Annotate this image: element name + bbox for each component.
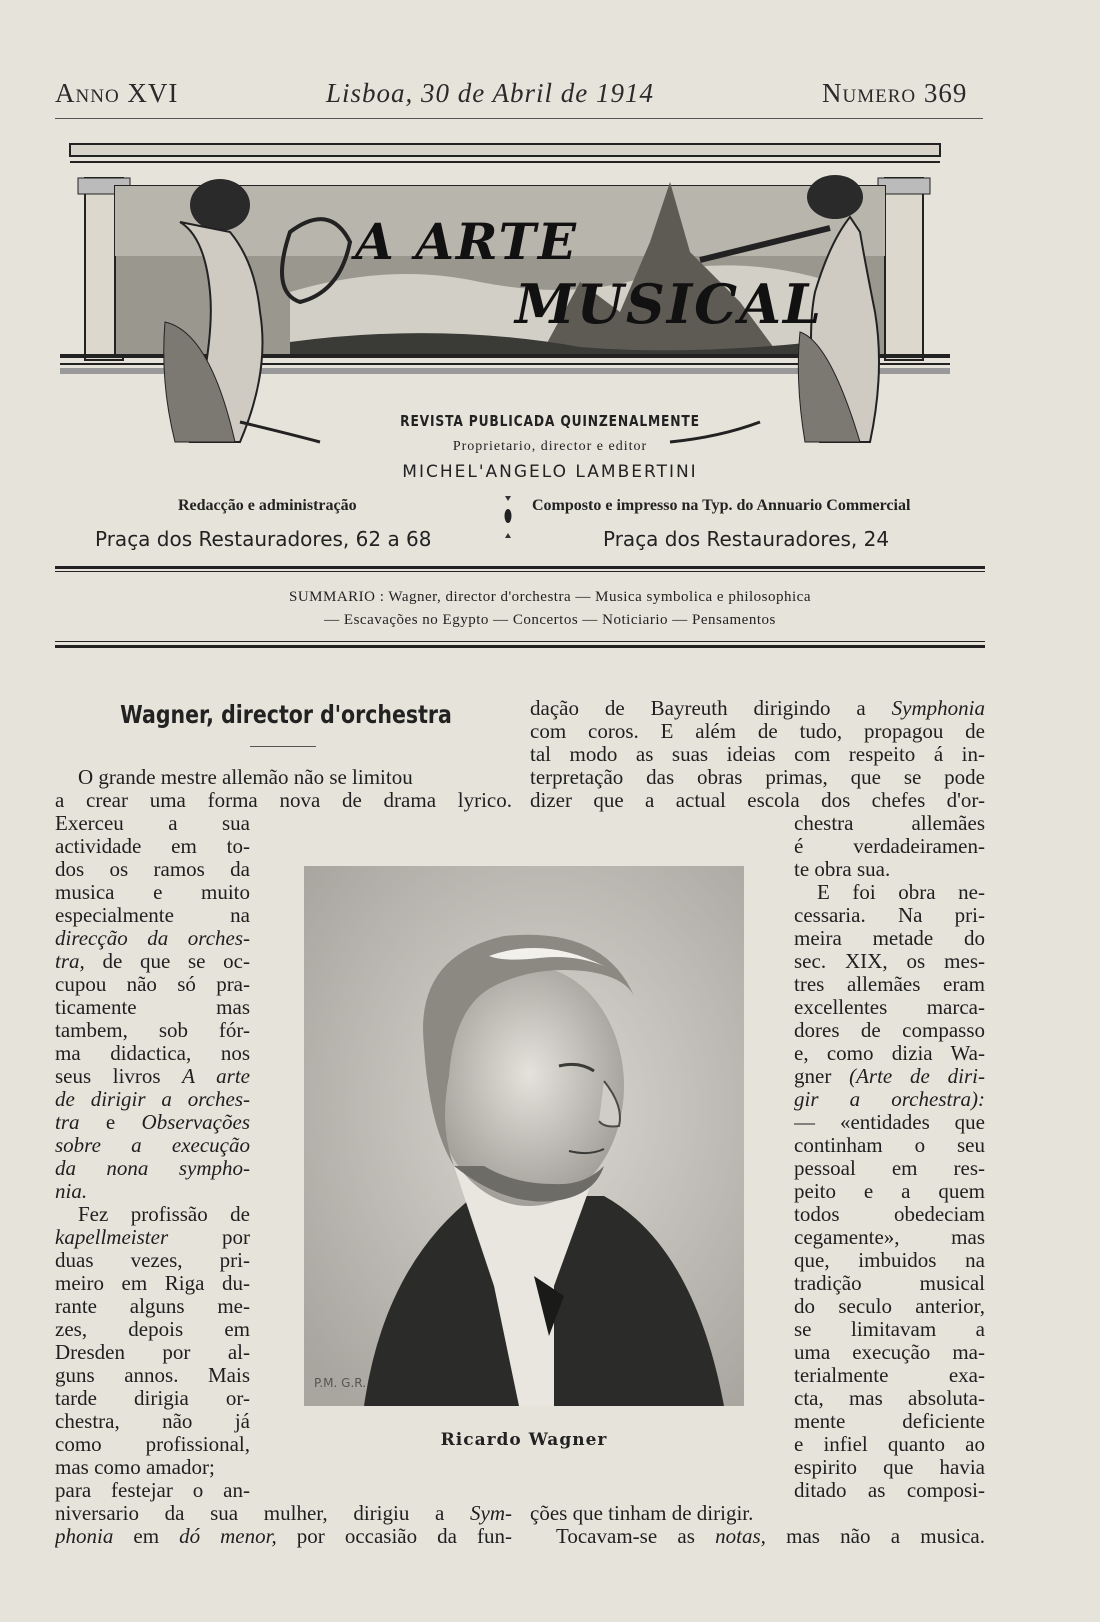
article-line xyxy=(55,1157,250,1180)
article-line-text: niversario da sua mulher, dirigiu a xyxy=(55,1502,471,1525)
article-line-text: de que se oc- xyxy=(84,950,250,973)
article-line: peito e a quem xyxy=(794,1180,985,1203)
article-line: excellentes marca- xyxy=(794,996,985,1019)
separator-ornament xyxy=(502,492,514,542)
article-line: mas como amador; xyxy=(55,1456,215,1479)
article-line: cessaria. Na pri- xyxy=(794,904,985,927)
article-line: dores de compasso xyxy=(794,1019,985,1042)
article-line-italic: direcção da orches- xyxy=(55,927,250,950)
article-line: terpretação das obras primas, que se pode xyxy=(530,766,985,789)
issue-date: Lisboa, 30 de Abril de 1914 xyxy=(326,78,655,108)
article-line: e infiel quanto ao xyxy=(794,1433,985,1456)
article-line-italic: Sym- xyxy=(470,1502,512,1525)
article-line: Exerceu a sua xyxy=(55,812,250,835)
article-line: tradição musical xyxy=(794,1272,985,1295)
article-line: ma didactica, nos xyxy=(55,1042,250,1065)
masthead-title-line1: A ARTE xyxy=(355,212,578,271)
article-line-italic: Observações xyxy=(141,1111,250,1134)
article-line-text: em xyxy=(113,1525,180,1548)
article-line xyxy=(55,1111,250,1134)
article-line: a crear uma forma nova de drama lyrico. xyxy=(55,789,512,812)
summary-rule-bottom xyxy=(55,645,985,648)
article-line xyxy=(55,1088,250,1111)
article-line-text: por xyxy=(168,1226,250,1249)
article-line: dizer que a actual escola dos chefes d'or- xyxy=(530,789,985,812)
article-line-italic: Symphonia xyxy=(891,697,985,720)
summary-line-2: — Escavações no Egypto — Concertos — Noticiario — Pensamentos xyxy=(324,612,776,628)
article-line: ticamente mas xyxy=(55,996,250,1019)
masthead-editor-name: MICHEL'ANGELO LAMBERTINI xyxy=(402,462,698,482)
article-line-italic: A arte xyxy=(182,1065,250,1088)
article-line: cupou não só pra- xyxy=(55,973,250,996)
article-line: Fez profissão de xyxy=(78,1203,250,1226)
article-line: continham o seu xyxy=(794,1134,985,1157)
article-line: dos os ramos da xyxy=(55,858,250,881)
article-line: guns annos. Mais xyxy=(55,1364,250,1387)
article-line: E foi obra ne- xyxy=(817,881,985,904)
article-line: tres allemães eram xyxy=(794,973,985,996)
article-line xyxy=(55,1134,250,1157)
article-line xyxy=(556,1525,985,1548)
article-line-italic: gir a orchestra): xyxy=(794,1088,985,1111)
masthead-proprietor-label: Proprietario, director e editor xyxy=(452,439,648,454)
article-line: pessoal em res- xyxy=(794,1157,985,1180)
issue-year: Anno XVI xyxy=(55,78,179,108)
article-line xyxy=(55,1525,512,1548)
article-line-italic: tra, xyxy=(55,950,85,973)
article-line xyxy=(55,1180,250,1203)
wagner-portrait xyxy=(304,866,744,1406)
article-line-text: Tocavam-se as xyxy=(556,1525,716,1548)
admin-address: Praça dos Restauradores, 62 a 68 xyxy=(95,527,432,551)
article-line: se limitavam a xyxy=(794,1318,985,1341)
article-line: cegamente», mas xyxy=(794,1226,985,1249)
article-line xyxy=(55,1226,250,1249)
article-line: meira metade do xyxy=(794,927,985,950)
article-line: terialmente exa- xyxy=(794,1364,985,1387)
article-line-italic: de dirigir a orches- xyxy=(55,1088,250,1111)
article-line xyxy=(55,950,250,973)
article-line: duas vezes, pri- xyxy=(55,1249,250,1272)
article-line-italic: dó menor, xyxy=(179,1525,277,1548)
article-line: meiro em Riga du- xyxy=(55,1272,250,1295)
article-line-italic: (Arte de diri- xyxy=(849,1065,985,1088)
article-line: cta, mas absoluta- xyxy=(794,1387,985,1410)
article-line-text: por occasião da fun- xyxy=(276,1525,512,1548)
article-line xyxy=(794,1065,985,1088)
summary-rule-bottom-thin xyxy=(55,641,985,642)
summary-line-1: SUMMARIO : Wagner, director d'orchestra — Musica symbolica e philosophica xyxy=(288,589,811,605)
article-line xyxy=(55,1065,250,1088)
article-line: especialmente na xyxy=(55,904,250,927)
article-line: com coros. E além de tudo, propagou de xyxy=(530,720,985,743)
article-line: ções que tinham de dirigir. xyxy=(530,1502,754,1525)
article-line xyxy=(55,1502,512,1525)
printer-label: Composto e impresso na Typ. do Annuario Commercial xyxy=(532,497,911,514)
article-line-italic: phonia xyxy=(55,1525,114,1548)
article-line: mente deficiente xyxy=(794,1410,985,1433)
article-line: — «entidades que xyxy=(794,1111,985,1134)
article-line xyxy=(794,1088,985,1111)
article-line: e, como dizia Wa- xyxy=(794,1042,985,1065)
article-line-text: dação de Bayreuth dirigindo a xyxy=(530,697,892,720)
article-line: rante alguns me- xyxy=(55,1295,250,1318)
article-line: musica e muito xyxy=(55,881,250,904)
admin-label: Redacção e administração xyxy=(178,497,357,514)
article-line: tal modo as suas ideias com respeito á in- xyxy=(530,743,985,766)
portrait-signature: P.M. G.R. xyxy=(314,1376,367,1390)
article-line-italic: sobre a execução xyxy=(55,1134,250,1157)
article-line: é verdadeiramen- xyxy=(794,835,985,858)
article-line: chestra allemães xyxy=(794,812,985,835)
article-line: zes, depois em xyxy=(55,1318,250,1341)
summary-rule-top-thin xyxy=(55,571,985,572)
issue-number: Numero 369 xyxy=(822,78,968,108)
article-line: para festejar o an- xyxy=(55,1479,250,1502)
article-line: sec. XIX, os mes- xyxy=(794,950,985,973)
article-line xyxy=(530,697,985,720)
article-line: uma execução ma- xyxy=(794,1341,985,1364)
article-line-text: gner xyxy=(794,1065,850,1088)
masthead-subtitle: REVISTA PUBLICADA QUINZENALMENTE xyxy=(400,412,700,430)
article-line: tambem, sob fór- xyxy=(55,1019,250,1042)
article-line: ditado as composi- xyxy=(794,1479,985,1502)
article-line-italic: tra xyxy=(55,1111,80,1134)
portrait-caption: Ricardo Wagner xyxy=(440,1430,608,1450)
summary-rule-top xyxy=(55,566,985,569)
article-line: te obra sua. xyxy=(794,858,891,881)
article-line: actividade em to- xyxy=(55,835,250,858)
article-line: que, imbuidos na xyxy=(794,1249,985,1272)
article-line-italic: kapellmeister xyxy=(55,1226,169,1249)
article-line: O grande mestre allemão não se limitou xyxy=(78,766,413,789)
article-line: do seculo anterior, xyxy=(794,1295,985,1318)
article-title: Wagner, director d'orchestra xyxy=(120,700,452,729)
portrait-image xyxy=(304,866,744,1406)
article-line: como profissional, xyxy=(55,1433,250,1456)
article-line-italic: notas, xyxy=(715,1525,766,1548)
article-line-text: mas não a musica. xyxy=(765,1525,985,1548)
article-line: chestra, não já xyxy=(55,1410,250,1433)
masthead-title-line2: MUSICAL xyxy=(515,272,823,336)
article-line: todos obedeciam xyxy=(794,1203,985,1226)
article-line xyxy=(55,927,250,950)
article-line-italic: da nona sympho- xyxy=(55,1157,250,1180)
title-divider xyxy=(250,746,316,747)
header-rule xyxy=(55,118,983,119)
article-line-text: seus livros xyxy=(55,1065,183,1088)
article-line: espirito que havia xyxy=(794,1456,985,1479)
article-line: tarde dirigia or- xyxy=(55,1387,250,1410)
article-line-text: e xyxy=(79,1111,142,1134)
printer-address: Praça dos Restauradores, 24 xyxy=(603,527,890,551)
article-line-italic: nia. xyxy=(55,1180,88,1203)
article-line: Dresden por al- xyxy=(55,1341,250,1364)
